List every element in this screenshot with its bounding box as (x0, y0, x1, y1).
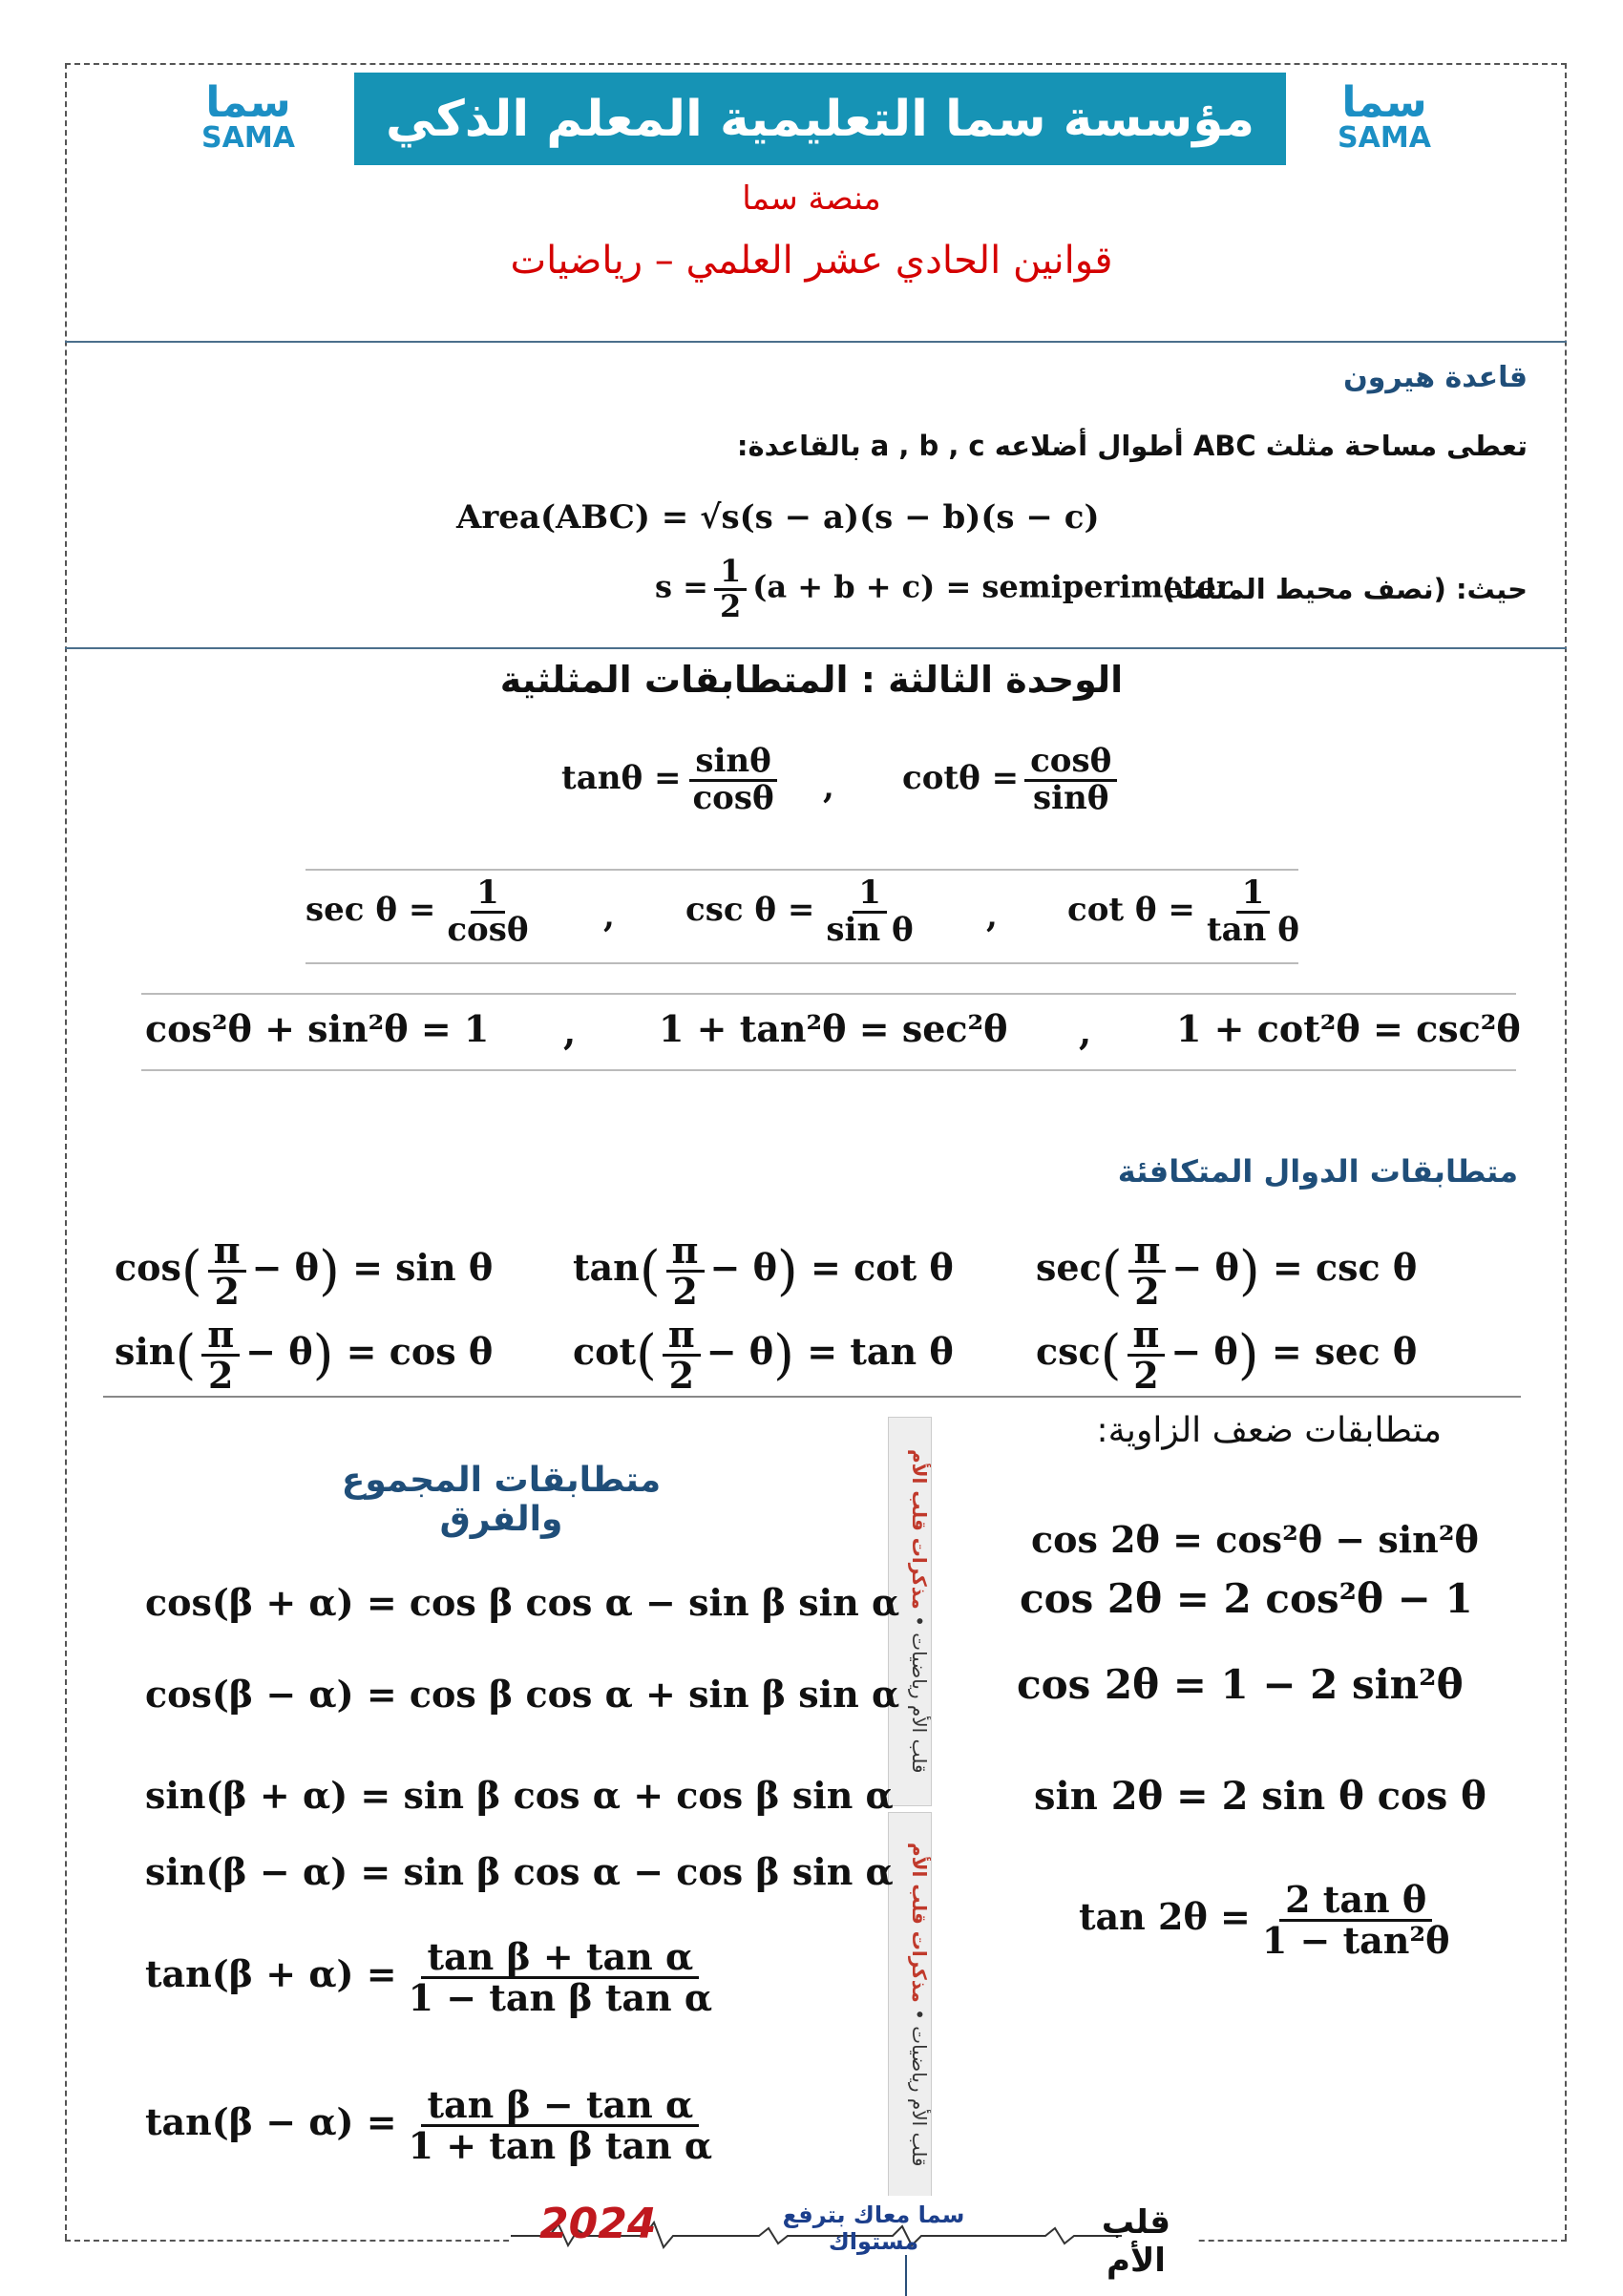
semiperimeter-formula (655, 553, 1233, 624)
double-angle-title: متطابقات ضعف الزاوية: (1096, 1411, 1442, 1450)
side-watermark-upper: قلب الأم رياضيات • مذكرات قلب الأم (888, 1417, 932, 1806)
right-paren: ) (1237, 1323, 1259, 1386)
function-name: cos (115, 1245, 181, 1289)
comma: , (563, 1010, 577, 1053)
pythag-identity-2: 1 + tan²θ = sec²θ (659, 1007, 1008, 1050)
function-name: cot (573, 1329, 637, 1373)
csc-reciprocal: csc θ = $\frac{1}{\text{sin θ}}$ (685, 874, 914, 949)
identity-rhs: = cos θ (346, 1329, 494, 1373)
comma: , (1079, 1010, 1092, 1053)
identity-rhs: = sec θ (1271, 1329, 1418, 1373)
identity-rhs: = tan θ (807, 1329, 954, 1373)
reciprocal-box-top (306, 869, 1298, 871)
cot-quotient: cotθ = $\frac{\cos\theta}{\sin\theta}$ (902, 745, 1123, 815)
comma: , (986, 897, 998, 936)
heron-title: قاعدة هيرون (1343, 361, 1528, 394)
heron-where: حيث: (نصف محيط المثلث) (1162, 573, 1528, 605)
logo-latin: SAMA (201, 121, 295, 155)
right-paren: ) (776, 1239, 798, 1302)
left-paren: ( (180, 1239, 202, 1302)
sama-logo-right (1327, 78, 1442, 155)
left-paren: ( (636, 1323, 657, 1386)
sec-reciprocal: sec θ = $\frac{1}{\cos\theta}$ (306, 874, 529, 949)
sama-logo-left (191, 78, 306, 155)
cos-double-3: cos 2θ = 1 − 2 sin²θ (1017, 1661, 1464, 1708)
function-name: csc (1036, 1329, 1101, 1373)
tan-difference: tan(β − α) = $\frac{\text{tan β − tan α}}{\text{1 + tan β tan α}}$ (145, 2083, 713, 2167)
cot-reciprocal: cot θ = $\frac{1}{\text{tan θ}}$ (1067, 874, 1299, 949)
platform-name: منصة سما (742, 179, 881, 218)
sin-difference: sin(β − α) = sin β cos α − cos β sin α (145, 1850, 894, 1893)
cos-double-2: cos 2θ = 2 cos²θ − 1 (1020, 1575, 1473, 1622)
sin-sum: sin(β + α) = sin β cos α + cos β sin α (145, 1774, 894, 1817)
comma: , (603, 897, 615, 936)
pi-over-two: $\frac{\pi}{2}$ (663, 1316, 701, 1395)
logo-arabic: سما (1341, 78, 1427, 127)
cofunction-identity: csc( $\frac{\pi}{2}$ − θ) = sec θ (1036, 1313, 1418, 1397)
tan-sum: tan(β + α) = $\frac{\text{tan β + tan α}}{\text{1 − tan β tan α}}$ (145, 1935, 713, 2019)
tan-double: tan 2θ = $\frac{\text{2 tan θ}}{\text{1 − tan²θ}}$ (1079, 1878, 1450, 1962)
pi-over-two: $\frac{\pi}{2}$ (208, 1232, 246, 1311)
cos-difference: cos(β − α) = cos β cos α + sin β sin α (145, 1673, 900, 1716)
left-paren: ( (175, 1323, 197, 1386)
half-fraction: $\frac{1}{2}$ (714, 556, 747, 622)
right-paren: ) (312, 1323, 334, 1386)
logo-latin: SAMA (1338, 121, 1431, 155)
pythag-identity-3: 1 + cot²θ = csc²θ (1176, 1007, 1521, 1050)
footer-banner (511, 2196, 1198, 2280)
sum-diff-title: متطابقات المجموع والفرق (341, 1461, 662, 1539)
right-paren: ) (773, 1323, 795, 1386)
tan-quotient: tanθ = $\frac{\sin\theta}{\cos\theta}$ (561, 745, 786, 815)
s-lhs: s = (655, 568, 708, 605)
pi-over-two: $\frac{\pi}{2}$ (1128, 1316, 1166, 1395)
function-name: sec (1036, 1245, 1102, 1289)
cofunction-identity: cot( $\frac{\pi}{2}$ − θ) = tan θ (573, 1313, 954, 1397)
left-paren: ( (1101, 1239, 1123, 1302)
banner-title: مؤسسة سما التعليمية المعلم الذكي (354, 73, 1286, 165)
divider (65, 341, 1567, 343)
footer-brand: قلب الأم (1101, 2203, 1171, 2280)
cofunction-identity: sec( $\frac{\pi}{2}$ − θ) = csc θ (1036, 1229, 1418, 1313)
unit3-title: الوحدة الثالثة : المتطابقات المثلثية (499, 659, 1124, 701)
reciprocal-box-bottom (306, 962, 1298, 964)
right-paren: ) (319, 1239, 340, 1302)
page-marker (905, 2255, 907, 2296)
side-watermark-lower: قلب الأم رياضيات • مذكرات قلب الأم (888, 1812, 932, 2198)
logo-arabic: سما (205, 78, 291, 127)
cofunction-identity: tan( $\frac{\pi}{2}$ − θ) = cot θ (573, 1229, 954, 1313)
pythag-box-top (141, 993, 1516, 995)
pi-over-two: $\frac{\pi}{2}$ (1128, 1232, 1167, 1311)
divider (103, 1396, 1521, 1398)
comma: , (823, 769, 834, 807)
right-paren: ) (1238, 1239, 1260, 1302)
function-name: sin (115, 1329, 176, 1373)
divider (65, 647, 1567, 649)
pythag-identity-1: cos²θ + sin²θ = 1 (145, 1007, 490, 1050)
cofunction-identity: sin( $\frac{\pi}{2}$ − θ) = cos θ (115, 1313, 494, 1397)
footer-slogan: سما معاك بترفع مستواك (782, 2201, 965, 2255)
cofunction-title: متطابقات الدوال المتكافئة (1117, 1153, 1518, 1190)
identity-rhs: = cot θ (811, 1245, 954, 1289)
heron-formula: Area(ABC) = √s(s − a)(s − b)(s − c) (456, 498, 1100, 537)
pi-over-two: $\frac{\pi}{2}$ (201, 1316, 240, 1395)
sin-double: sin 2θ = 2 sin θ cos θ (1034, 1774, 1486, 1819)
footer-year: 2024 (539, 2200, 657, 2248)
s-rhs: (a + b + c) = semiperimeter (752, 568, 1233, 605)
cofunction-identity: cos( $\frac{\pi}{2}$ − θ) = sin θ (115, 1229, 494, 1313)
cos-double-1: cos 2θ = cos²θ − sin²θ (1031, 1518, 1479, 1561)
function-name: tan (573, 1245, 640, 1289)
heron-intro: تعطى مساحة مثلث ABC أطوال أضلاعه a , b , c بالقاعدة: (736, 430, 1528, 462)
cos-sum: cos(β + α) = cos β cos α − sin β sin α (145, 1581, 900, 1624)
pythag-box-bottom (141, 1069, 1516, 1071)
identity-rhs: = csc θ (1272, 1245, 1418, 1289)
pi-over-two: $\frac{\pi}{2}$ (666, 1232, 705, 1311)
left-paren: ( (639, 1239, 661, 1302)
left-paren: ( (1100, 1323, 1122, 1386)
identity-rhs: = sin θ (352, 1245, 494, 1289)
page-subtitle: قوانين الحادي عشر العلمي – رياضيات (510, 239, 1113, 283)
